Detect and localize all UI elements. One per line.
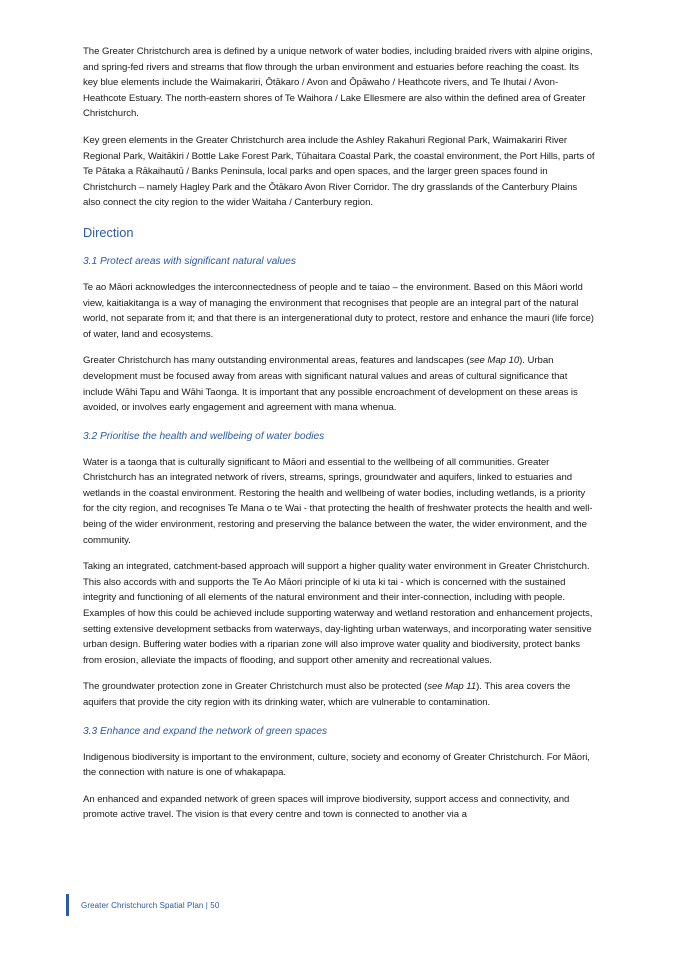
- section-3-2-paragraph-3-start: The groundwater protection zone in Greater Christchurch must also be protected (: [83, 681, 428, 693]
- section-3-2-paragraph-3: [83, 679, 595, 710]
- intro-paragraph-green: Key green elements in the Greater Christchurch area include the Ashley Rakahuri Regional Park, Waimakariri River Regional Park, Waitākiri / Bottle Lake Forest Park, Tūhaitara Coastal Park, the coastal environment, the Port Hills, parts of Te Pātaka a Rākaihautū / Banks Peninsula, local parks and open spaces, and the larger green spaces found in Christchurch – namely Hagley Park and the Ōtākaro Avon River Corridor. The dry grasslands of the Canterbury Plains also connect the city region to the wider Waitaha / Canterbury region.: [83, 134, 595, 209]
- section-3-1-paragraph-2-end: ). Urban development must be focused away from areas with significant natural values and areas of cultural significance that include Wāhi Tapu and Wāhi Taonga. It is important that any possible encroachment of development on these areas is avoided, or involves early engagement and agreement with mana whenua.: [83, 355, 578, 414]
- page-footer: [66, 894, 219, 916]
- section-3-2-paragraph-2: Taking an integrated, catchment-based approach will support a higher quality water environment in Greater Christchurch. This also accords with and supports the Te Ao Māori principle of ki uta ki tai - which is concerned with the sustained integrity and functioning of all elements of the natural environment and their inter-connection, including with people. Examples of how this could be achieved include supporting waterway and wetland restoration and enhancement projects, setting extensive development setbacks from waterways, day-lighting urban waterways, and incorporating water sensitive urban design. Buffering water bodies with a riparian zone will also improve water quality and biodiversity, protect banks from erosion, alleviate the impacts of flooding, and support other amenity and recreational values.: [83, 561, 593, 666]
- map-11-reference: see Map 11: [427, 681, 477, 693]
- section-3-3-paragraph-2: An enhanced and expanded network of green spaces will improve biodiversity, support access and connectivity, and promote active travel. The vision is that every centre and town is connected to another via a: [83, 793, 570, 821]
- direction-heading: Direction: [83, 224, 134, 240]
- document-body: [83, 44, 595, 823]
- intro-paragraph-water: The Greater Christchurch area is defined by a unique network of water bodies, including braided rivers with alpine origins, and spring-fed rivers and streams that flow through the urban environment and estuaries before reaching the coast. Its key blue elements include the Waimakariri, Ōtākaro / Avon and Ōpāwaho / Heathcote rivers, and Te Ihutai / Avon-Heathcote Estuary. The north-eastern shores of Te Waihora / Lake Ellesmere are also within the defined area of Greater Christchurch.: [83, 46, 593, 120]
- section-3-1-paragraph-1: Te ao Māori acknowledges the interconnectedness of people and te taiao – the environment. Based on this Māori world view, kaitiakitanga is a way of managing the environment that recognises that people are an integral part of the natural world, not separate from it; and that there is an intergenerational duty to protect, restore and enhance the mauri (life force) of water, land and ecosystems.: [83, 281, 594, 340]
- map-10-reference: see Map 10: [469, 355, 520, 367]
- section-3-1-heading: 3.1 Protect areas with significant natural values: [83, 255, 296, 267]
- section-3-1-paragraph-2: [83, 353, 595, 415]
- section-3-2-heading: 3.2 Prioritise the health and wellbeing of water bodies: [83, 430, 325, 442]
- section-3-3-heading: 3.3 Enhance and expand the network of green spaces: [83, 725, 328, 737]
- section-3-1-paragraph-2-start: Greater Christchurch has many outstanding environmental areas, features and landscapes (: [83, 355, 470, 367]
- footer-page-label: Greater Christchurch Spatial Plan | 50: [81, 900, 220, 910]
- footer-accent-bar: [66, 894, 69, 916]
- section-3-2-paragraph-1: Water is a taonga that is culturally significant to Māori and essential to the wellbeing of all communities. Greater Christchurch has an integrated network of rivers, streams, springs, groundwater and aquifers, linked to estuaries and wetlands in the coastal environment. Restoring the health and wellbeing of water bodies, including wetlands, is a priority for the city region, and recognises Te Mana o te Wai - that protecting the health of freshwater protects the health and well-being of the wider environment, restoring and preserving the balance between the water, the wider environment, and the community.: [83, 456, 593, 546]
- section-3-2-paragraph-3-end: ). This area covers the aquifers that provide the city region with its drinking water, which are vulnerable to contamination.: [83, 681, 571, 708]
- section-3-3-paragraph-1: Indigenous biodiversity is important to the environment, culture, society and economy of Greater Christchurch. For Māori, the connection with nature is one of whakapapa.: [83, 751, 590, 779]
